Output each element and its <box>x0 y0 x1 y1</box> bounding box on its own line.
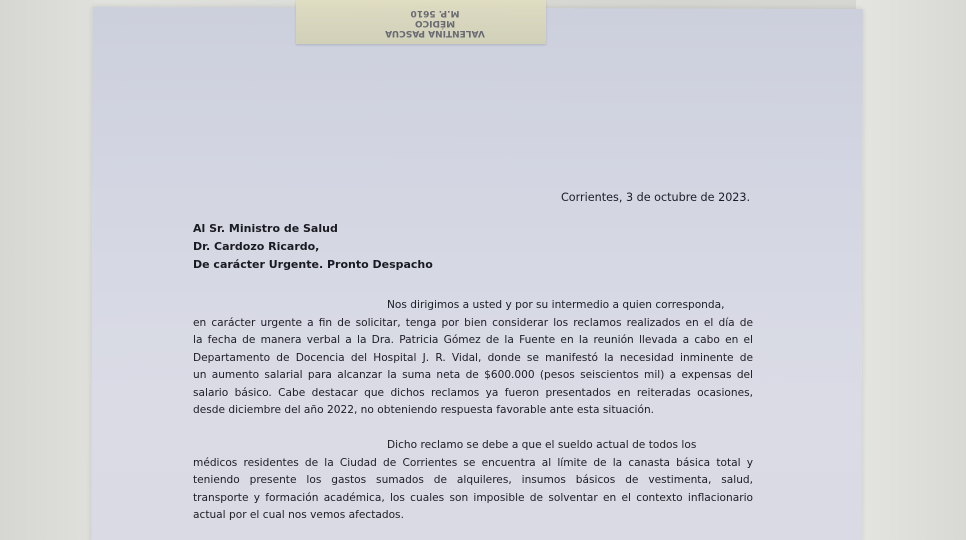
paragraph-1-line: la fecha de manera verbal a la Dra. Patricia Gómez de la Fuente en la reunión llevada a cabo en el <box>193 334 753 346</box>
stamp-line-license: M.P. 5610 <box>410 8 460 18</box>
paragraph-2-line: Dicho reclamo se debe a que el sueldo actual de todos los <box>387 439 697 451</box>
wall-left <box>0 0 95 540</box>
medical-stamp <box>360 2 510 38</box>
paragraph-2-line: actual por el cual nos vemos afectados. <box>193 509 404 521</box>
addressee-line-1: Al Sr. Ministro de Salud <box>193 222 338 235</box>
stamp-line-title: MÉDICO <box>414 18 456 28</box>
addressee-line-2: Dr. Cardozo Ricardo, <box>193 240 320 253</box>
paragraph-2-line: transporte y formación académica, los cuales son imposible de solventar en el contexto inflacionario <box>193 491 753 504</box>
paragraph-2-line: teniendo presente los gastos sumados de alquileres, insumos básicos de vestimenta, salud, <box>193 474 753 486</box>
paragraph-1-line: en carácter urgente a fin de solicitar, tenga por bien considerar los reclamos realizados en el día de <box>193 316 753 329</box>
addressee-line-3: De carácter Urgente. Pronto Despacho <box>193 258 433 271</box>
letter-paragraph-1 <box>193 297 753 420</box>
letter-addressee <box>193 220 433 274</box>
paragraph-2-line: médicos residentes de la Ciudad de Corrientes se encuentra al límite de la canasta básica total y <box>193 456 753 469</box>
paragraph-1-line: un aumento salarial para alcanzar la suma neta de $600.000 (pesos seiscientos mil) a expensas del <box>193 369 753 381</box>
letter-paragraph-2 <box>193 437 753 525</box>
paragraph-1-line: Nos dirigimos a usted y por su intermedio a quien corresponda, <box>387 299 725 311</box>
wall-right <box>856 0 966 540</box>
letter-date: Corrientes, 3 de octubre de 2023. <box>561 191 751 204</box>
paragraph-1-line: salario básico. Cabe destacar que dichos reclamos ya fueron presentados en reiteradas ocasiones, <box>193 386 753 399</box>
paragraph-1-line: Departamento de Docencia del Hospital J. R. Vidal, donde se manifestó la necesidad inminente de <box>193 351 753 364</box>
stamp-line-name: VALENTINA PASCUA <box>385 28 485 38</box>
paragraph-1-line: desde diciembre del año 2022, no obteniendo respuesta favorable ante esta situación. <box>193 404 655 416</box>
